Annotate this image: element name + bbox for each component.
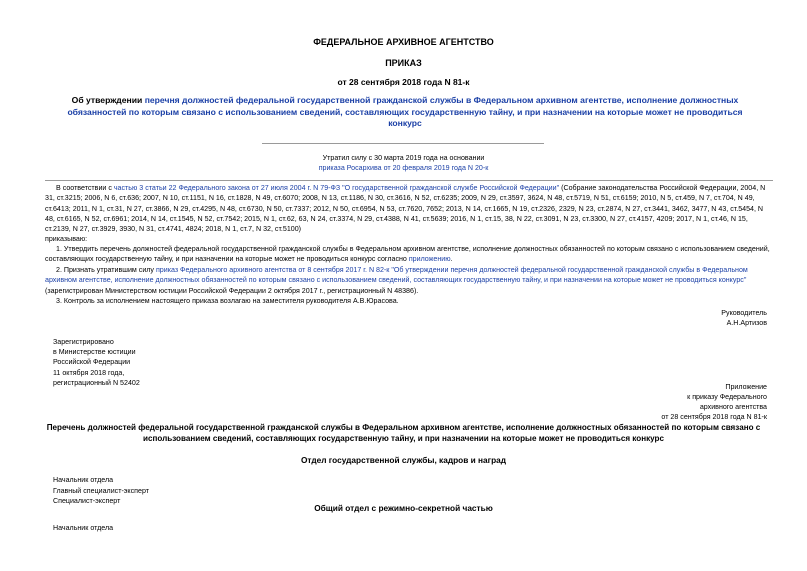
status-line: Утратил силу с 30 марта 2019 года на основании <box>322 154 485 162</box>
appendix-link[interactable]: приложению <box>408 255 451 264</box>
signature-position: Руководитель <box>721 309 767 317</box>
position-item: Начальник отдела <box>53 524 114 532</box>
doc-type: ПРИКАЗ <box>385 58 422 68</box>
order-word: приказываю: <box>45 235 88 243</box>
registration-line: Зарегистрировано <box>53 338 114 346</box>
agency-name: ФЕДЕРАЛЬНОЕ АРХИВНОЕ АГЕНТСТВО <box>313 37 494 47</box>
item-2-end: (зарегистрирован Министерством юстиции Российской Федерации 2 октября 2017 г., регистрационный N 48386). <box>45 286 419 295</box>
law-link[interactable]: частью 3 статьи 22 Федерального закона от 27 июля 2004 г. N 79-ФЗ "О государственной гражданской службе Российской Федерации" <box>113 184 560 192</box>
status-link[interactable]: приказа Росархива от 20 февраля 2019 года N 20-к <box>318 164 489 172</box>
appendix-line: Приложение <box>725 383 767 391</box>
item-2-text: 2. Признать утратившим силу <box>56 266 156 274</box>
registration-line: 11 октября 2018 года, <box>53 369 125 377</box>
registration-line: в Министерстве юстиции <box>53 348 136 356</box>
preamble-citations: (Собрание законодательства Российской Федерации, 2004, N 31, ст.3215; 2006, N 6, ст.636; 2007, N 10, ст.1151, N 16, ст.1828, N 49, ст.6070; 2008, N 13, ст.1186, N 30, ст.3616, N 52, ст.6235; 2009, N 29, ст.3597, 3624, N 48, ст.5719, N 51, ст.6159; 2010, N 5, ст.459, N 7, ст.704, N 49, ст.6413; 2011, N 1, ст.31, N 27, ст.3866, N 29, ст.4295, N 48, ст.6730, N 50, ст.7337; 2012, N 50, ст.6954, N 53, ст.7620, 7652; 2013, N 14, ст.1665, N 19, ст.2326, 2329, N 23, ст.2874, N 27, ст.3441, 3462, 3477, N 43, ст.5454, N 48, ст.6165, N 52, ст.6961; 2014, N 14, ст.1545, N 52, ст.7542; 2015, N 1, ст.62, 63, N 24, ст.3374, N 29, ст.4388, N 41, ст.5639; 2016, N 1, ст.15, 38, N 22, ст.3091, N 23, ст.3300, N 27, ст.4157, 4209; 2017, N 1, ст.46, N 15, ст.2139, N 27, ст.3929, 3930, N 31, ст.4741, 4824; 2018, N 1, ст.7, N 32, ст.5100) <box>45 184 766 234</box>
item-1-end: . <box>450 255 453 264</box>
doc-date-number: от 28 сентября 2018 года N 81-к <box>337 77 470 87</box>
item-3: 3. Контроль за исполнением настоящего приказа возлагаю на заместителя руководителя А.В.Юрасова. <box>56 297 399 305</box>
registration-line: регистрационный N 52402 <box>53 379 140 387</box>
registration-line: Российской Федерации <box>53 358 131 366</box>
item-2 <box>45 265 773 296</box>
signature-name: А.Н.Артизов <box>726 319 767 327</box>
divider <box>45 180 773 181</box>
appendix-line: от 28 сентября 2018 года N 81-к <box>661 413 767 421</box>
divider <box>262 143 544 144</box>
item-1 <box>45 244 773 265</box>
section-heading: Общий отдел с режимно-секретной частью <box>314 503 493 513</box>
position-item: Начальник отдела <box>53 476 114 484</box>
position-item: Специалист-эксперт <box>53 497 121 505</box>
appendix-line: архивного агентства <box>699 403 767 411</box>
preamble-paragraph <box>45 183 773 234</box>
title-link[interactable]: перечня должностей федеральной государственной гражданской службы в Федеральном архивном агентстве, исполнение должностных обязанностей по которым связано с использованием сведений, составляющих государственную тайну, и при назначении на которые может не проводиться конкурс <box>67 95 743 128</box>
appendix-title: Перечень должностей федеральной государственной гражданской службы в Федеральном архивном агентстве, исполнение должностных обязанностей по которым связано с использованием сведений, составляющих государственную тайну, и при назначении на которые может не проводиться конкурс <box>46 423 761 443</box>
appendix-line: к приказу Федерального <box>687 393 767 401</box>
repealed-order-link[interactable]: приказ Федерального архивного агентства от 8 сентября 2017 г. N 82-к "Об утверждении перечня должностей федеральной государственной гражданской службы в Федеральном архивном агентстве, исполнение должностных обязанностей по которым связано с использованием сведений, составляющих государственную тайну, и при назначении на которые может не проводиться конкурс" <box>45 266 748 285</box>
section-heading: Отдел государственной службы, кадров и наград <box>300 455 507 465</box>
preamble-text: В соответствии с <box>56 184 114 192</box>
position-item: Главный специалист-эксперт <box>53 487 149 495</box>
item-1-text: 1. Утвердить перечень должностей федеральной государственной гражданской службы в Федеральном архивном агентстве, исполнение должностных обязанностей по которым связано с использованием сведений, составляющих государственную тайну, и при назначении на которые может не проводиться конкурс согласно <box>45 245 770 264</box>
title-prefix: Об утверждении <box>71 95 145 105</box>
document-title <box>55 95 755 130</box>
